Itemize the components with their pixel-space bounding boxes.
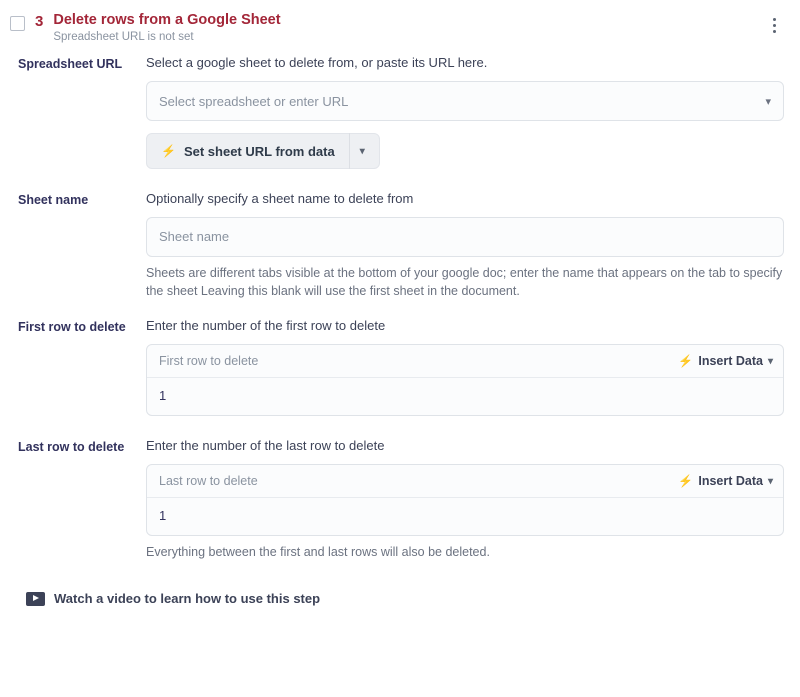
last-row-field-header: [147, 465, 783, 498]
step-select-checkbox[interactable]: [10, 16, 25, 31]
button-divider: [349, 133, 350, 169]
chevron-down-icon: ▾: [767, 475, 773, 487]
spreadsheet-select-placeholder: Select spreadsheet or enter URL: [159, 93, 349, 109]
first-row-field-header: [147, 345, 783, 378]
step-title-block: [53, 12, 764, 45]
watch-video-link[interactable]: Watch a video to learn how to use this step: [54, 591, 321, 607]
field-label-first-row: First row to delete: [18, 320, 126, 335]
step-status-text: Spreadsheet URL is not set: [53, 31, 194, 44]
insert-data-label: Insert Data: [698, 354, 763, 369]
set-sheet-url-label: Set sheet URL from data: [183, 143, 335, 159]
step-number: 3: [35, 13, 44, 30]
chevron-down-icon[interactable]: ▾: [359, 145, 365, 157]
play-video-icon[interactable]: [26, 592, 45, 606]
sheet-name-input[interactable]: [146, 217, 784, 257]
field-helper-sheet-name: Optionally specify a sheet name to delete from: [146, 191, 414, 207]
field-label-spreadsheet-url: Spreadsheet URL: [18, 57, 123, 72]
more-options-icon[interactable]: [764, 12, 784, 38]
field-last-row: [18, 438, 784, 561]
first-row-field: [146, 344, 784, 416]
first-row-placeholder: First row to delete: [159, 354, 259, 369]
first-row-input[interactable]: 1: [159, 388, 167, 404]
bolt-icon: ⚡: [678, 354, 694, 369]
page-title: Delete rows from a Google Sheet: [53, 12, 281, 28]
field-label-last-row: Last row to delete: [18, 440, 125, 455]
field-helper-first-row: Enter the number of the first row to delete: [146, 318, 386, 334]
last-row-placeholder: Last row to delete: [159, 474, 258, 488]
field-spreadsheet-url: [18, 55, 784, 169]
step-header: [0, 0, 800, 55]
set-sheet-url-from-data-button[interactable]: [146, 133, 380, 169]
field-label-sheet-name: Sheet name: [18, 193, 89, 208]
video-help-row[interactable]: [0, 577, 800, 606]
chevron-down-icon: ▾: [765, 95, 771, 108]
spreadsheet-select[interactable]: [146, 81, 784, 121]
last-row-input[interactable]: 1: [159, 508, 167, 523]
insert-data-label: Insert Data: [698, 474, 763, 488]
bolt-icon: ⚡: [161, 144, 176, 159]
field-sheet-name: [18, 191, 784, 300]
sheet-name-placeholder: Sheet name: [159, 229, 230, 245]
field-helper-last-row: Enter the number of the last row to delete: [146, 438, 385, 454]
step-form: [0, 55, 800, 561]
last-row-field: [146, 464, 784, 536]
insert-data-button-first-row[interactable]: [678, 354, 773, 368]
field-note-sheet-name: Sheets are different tabs visible at the bottom of your google doc; enter the name that appears on the tab to specify the sheet Leaving this blank will use the first sheet in the document.: [146, 265, 783, 299]
field-helper-spreadsheet-url: Select a google sheet to delete from, or paste its URL here.: [146, 55, 488, 71]
chevron-down-icon: ▾: [767, 355, 773, 367]
field-note-last-row: Everything between the first and last rows will also be deleted.: [146, 545, 490, 559]
field-first-row: [18, 318, 784, 416]
bolt-icon: ⚡: [678, 474, 694, 488]
insert-data-button-last-row[interactable]: [678, 474, 773, 488]
